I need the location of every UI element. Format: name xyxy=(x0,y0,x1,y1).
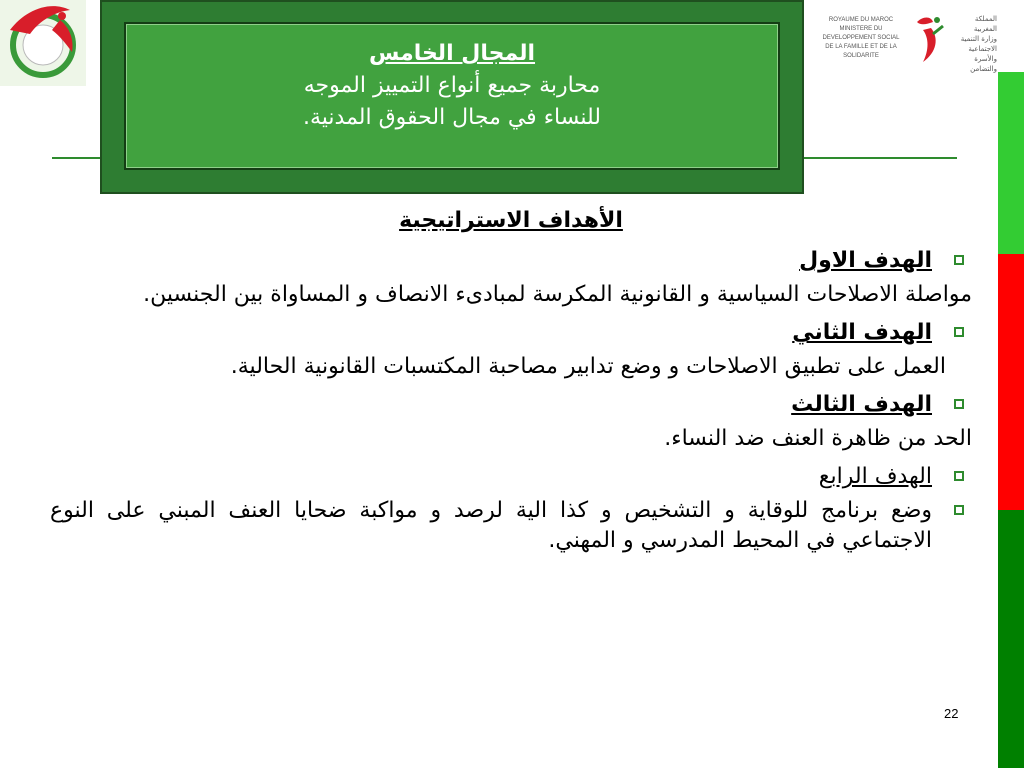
ministry-logo xyxy=(815,10,995,72)
square-bullet-icon xyxy=(954,505,964,515)
ministry-logo-arabic-text: المملكة المغربية وزارة التنمية الاجتماعية والأسرة والتضامن xyxy=(960,15,997,73)
goal-3-label: الهدف الثالث xyxy=(791,392,932,417)
square-bullet-icon xyxy=(954,471,964,481)
goal-4-text-content: وضع برنامج للوقاية و التشخيص و كذا الية لرصد و مواكبة ضحايا العنف المبني على النوع الاجتماعي في المحيط المدرسي و المهني. xyxy=(50,498,932,553)
divider-left xyxy=(52,157,102,159)
goal-4-heading xyxy=(50,462,972,492)
square-bullet-icon xyxy=(954,255,964,265)
logo-left xyxy=(0,0,86,86)
stripe-green-light xyxy=(998,72,1024,254)
section-title: الأهداف الاستراتيجية xyxy=(399,208,623,233)
title-line-1: محاربة جميع أنواع التمييز الموجه xyxy=(303,73,601,98)
goal-2-label: الهدف الثاني xyxy=(792,320,932,345)
ministry-emblem-icon xyxy=(909,12,949,68)
ministry-logo-french-text: ROYAUME DU MAROC MINISTERE DU DEVELOPPEMENT SOCIAL DE LA FAMILLE ET DE LA SOLIDARITE xyxy=(822,17,900,59)
square-bullet-icon xyxy=(954,399,964,409)
square-bullet-icon xyxy=(954,327,964,337)
goal-1-heading xyxy=(50,246,972,276)
page-number: 22 xyxy=(944,706,959,721)
goal-3-text: الحد من ظاهرة العنف ضد النساء. xyxy=(664,426,972,451)
title-line-2: للنساء في مجال الحقوق المدنية. xyxy=(302,105,601,130)
divider-right xyxy=(802,157,957,159)
goal-4-label: الهدف الرابع xyxy=(818,464,932,489)
emblem-icon xyxy=(0,0,86,86)
stripe-green-dark xyxy=(998,510,1024,768)
stripe-red xyxy=(998,254,1024,510)
content xyxy=(50,206,972,562)
goal-3-heading xyxy=(50,390,972,420)
goal-1-label: الهدف الاول xyxy=(799,248,932,273)
goal-1-text: مواصلة الاصلاحات السياسية و القانونية المكرسة لمبادىء الانصاف و المساواة بين الجنسين. xyxy=(143,282,972,307)
goal-4-text xyxy=(50,496,972,556)
goal-2-text: العمل على تطبيق الاصلاحات و وضع تدابير مصاحبة المكتسبات القانونية الحالية. xyxy=(230,354,946,379)
goal-2-heading xyxy=(50,318,972,348)
title-heading: المجال الخامس xyxy=(368,41,536,66)
title-text xyxy=(124,38,780,134)
